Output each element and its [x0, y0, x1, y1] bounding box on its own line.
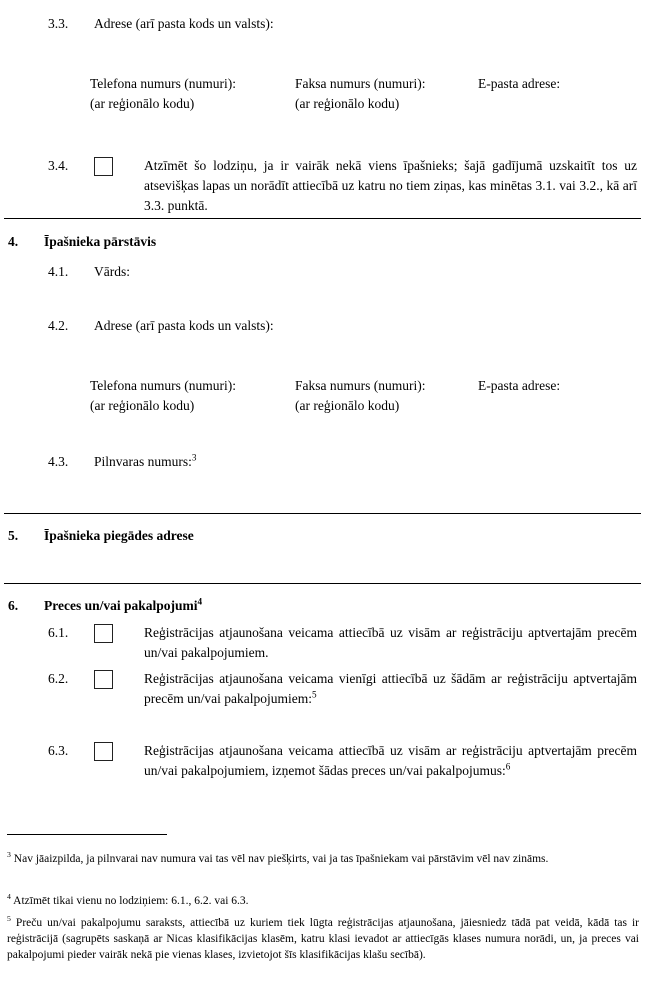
section-6-heading	[8, 596, 637, 616]
phone-label: Telefona numurs (numuri):	[90, 76, 237, 91]
checkbox-6-2[interactable]	[94, 670, 113, 689]
email-label: E-pasta adrese:	[478, 378, 561, 393]
item-4-2-label: Adrese (arī pasta kods un valsts):	[94, 318, 274, 333]
item-3-3	[48, 14, 637, 34]
checkbox-6-3[interactable]	[94, 742, 113, 761]
item-4-2	[48, 316, 637, 336]
contact-row-owner	[90, 74, 637, 114]
footnote-ref-5: 5	[311, 689, 317, 700]
footnote-4-text: Atzīmēt tikai vienu no lodziņiem: 6.1., 6.2. vai 6.3.	[13, 895, 249, 907]
checkbox-6-1[interactable]	[94, 624, 113, 643]
footnote-ref-4: 4	[197, 596, 203, 607]
item-6-2-text: Reģistrācijas atjaunošana veicama vienīgi attiecībā uz šādām ar reģistrāciju aptvertajām precēm un/vai pakalpojumiem:$^5$	[144, 671, 637, 706]
fax-label: Faksa numurs (numuri):	[295, 378, 426, 393]
footnote-ref-6: 6	[505, 761, 511, 772]
phone-sublabel: (ar reģionālo kodu)	[90, 398, 195, 413]
item-4-1-label: Vārds:	[94, 264, 130, 279]
item-6-2-number: 6.2.	[48, 671, 69, 686]
fax-sublabel: (ar reģionālo kodu)	[295, 96, 400, 111]
footnote-ref-3: 3	[191, 452, 197, 463]
phone-label: Telefona numurs (numuri):	[90, 378, 237, 393]
item-4-1	[48, 262, 637, 282]
fax-label: Faksa numurs (numuri):	[295, 76, 426, 91]
footnote-5	[7, 915, 639, 963]
section-5-title: Īpašnieka piegādes adrese	[44, 528, 194, 543]
item-6-3-text: Reģistrācijas atjaunošana veicama attiecībā uz visām ar reģistrāciju aptvertajām precēm un/vai pakalpojumiem, izņemot šādas preces un/vai pakalpojumus:$^6$	[144, 743, 637, 778]
section-5-heading	[8, 526, 637, 546]
contact-row-representative	[90, 376, 637, 416]
footnote-5-marker: 5	[7, 914, 11, 924]
footnote-4	[7, 893, 639, 909]
section-4-number: 4.	[8, 234, 19, 249]
item-3-3-label: Adrese (arī pasta kods un valsts):	[94, 16, 274, 31]
item-3-4	[48, 156, 637, 216]
item-4-1-number: 4.1.	[48, 264, 69, 279]
phone-sublabel: (ar reģionālo kodu)	[90, 96, 195, 111]
footnote-3-marker: 3	[7, 850, 11, 860]
item-3-4-text: Atzīmēt šo lodziņu, ja ir vairāk nekā viens īpašnieks; šajā gadījumā uzskaitīt tos uz atsevišķas lapas un norādīt attiecībā uz katru no tiem ziņas, kas minētas 3.1. vai 3.2., kā arī 3.3. punktā.	[144, 158, 637, 213]
item-6-2	[48, 669, 637, 709]
fax-sublabel: (ar reģionālo kodu)	[295, 398, 400, 413]
footnote-4-marker: 4	[7, 892, 11, 902]
footnote-separator	[7, 834, 167, 835]
section-6-title: Preces un/vai pakalpojumi$^4$	[44, 596, 203, 613]
item-6-3-number: 6.3.	[48, 743, 69, 758]
checkbox-3-4[interactable]	[94, 157, 113, 176]
item-6-3	[48, 741, 637, 781]
footnote-5-text: Preču un/vai pakalpojumu saraksts, attiecībā uz kuriem tiek lūgta reģistrācijas atjaunošana, jāiesniedz tādā pat veidā, kādā tas ir reģistrācijā (sagrupēts saskaņā ar Nicas klasifikācijas klasēm, katru klasi ievadot ar attiecīgās klases numura norādi, un, ja preces vai pakalpojumi pieder vairāk nekā pie vienas klases, izvietojot šīs klasifikācijas klašu secībā).	[7, 917, 640, 961]
item-6-1-number: 6.1.	[48, 625, 69, 640]
section-6-number: 6.	[8, 598, 19, 613]
section-divider	[4, 513, 641, 514]
section-divider	[4, 583, 641, 584]
item-6-1-text: Reģistrācijas atjaunošana veicama attiecībā uz visām ar reģistrāciju aptvertajām precēm un/vai pakalpojumiem.	[144, 625, 637, 660]
item-4-3	[48, 452, 637, 472]
item-3-3-number: 3.3.	[48, 16, 69, 31]
item-4-2-number: 4.2.	[48, 318, 69, 333]
item-4-3-number: 4.3.	[48, 454, 69, 469]
section-divider	[4, 218, 641, 219]
footnote-3-text: Nav jāaizpilda, ja pilnvarai nav numura vai tas vēl nav piešķirts, vai ja tas īpašniekam vai pārstāvim vēl nav zināms.	[13, 853, 549, 865]
section-5-number: 5.	[8, 528, 19, 543]
item-6-1	[48, 623, 637, 663]
item-3-4-number: 3.4.	[48, 158, 69, 173]
section-4-title: Īpašnieka pārstāvis	[44, 234, 157, 249]
footnote-3	[7, 851, 639, 867]
item-4-3-label: Pilnvaras numurs:$^3$	[94, 452, 197, 469]
section-4-heading	[8, 232, 637, 252]
email-label: E-pasta adrese:	[478, 76, 561, 91]
